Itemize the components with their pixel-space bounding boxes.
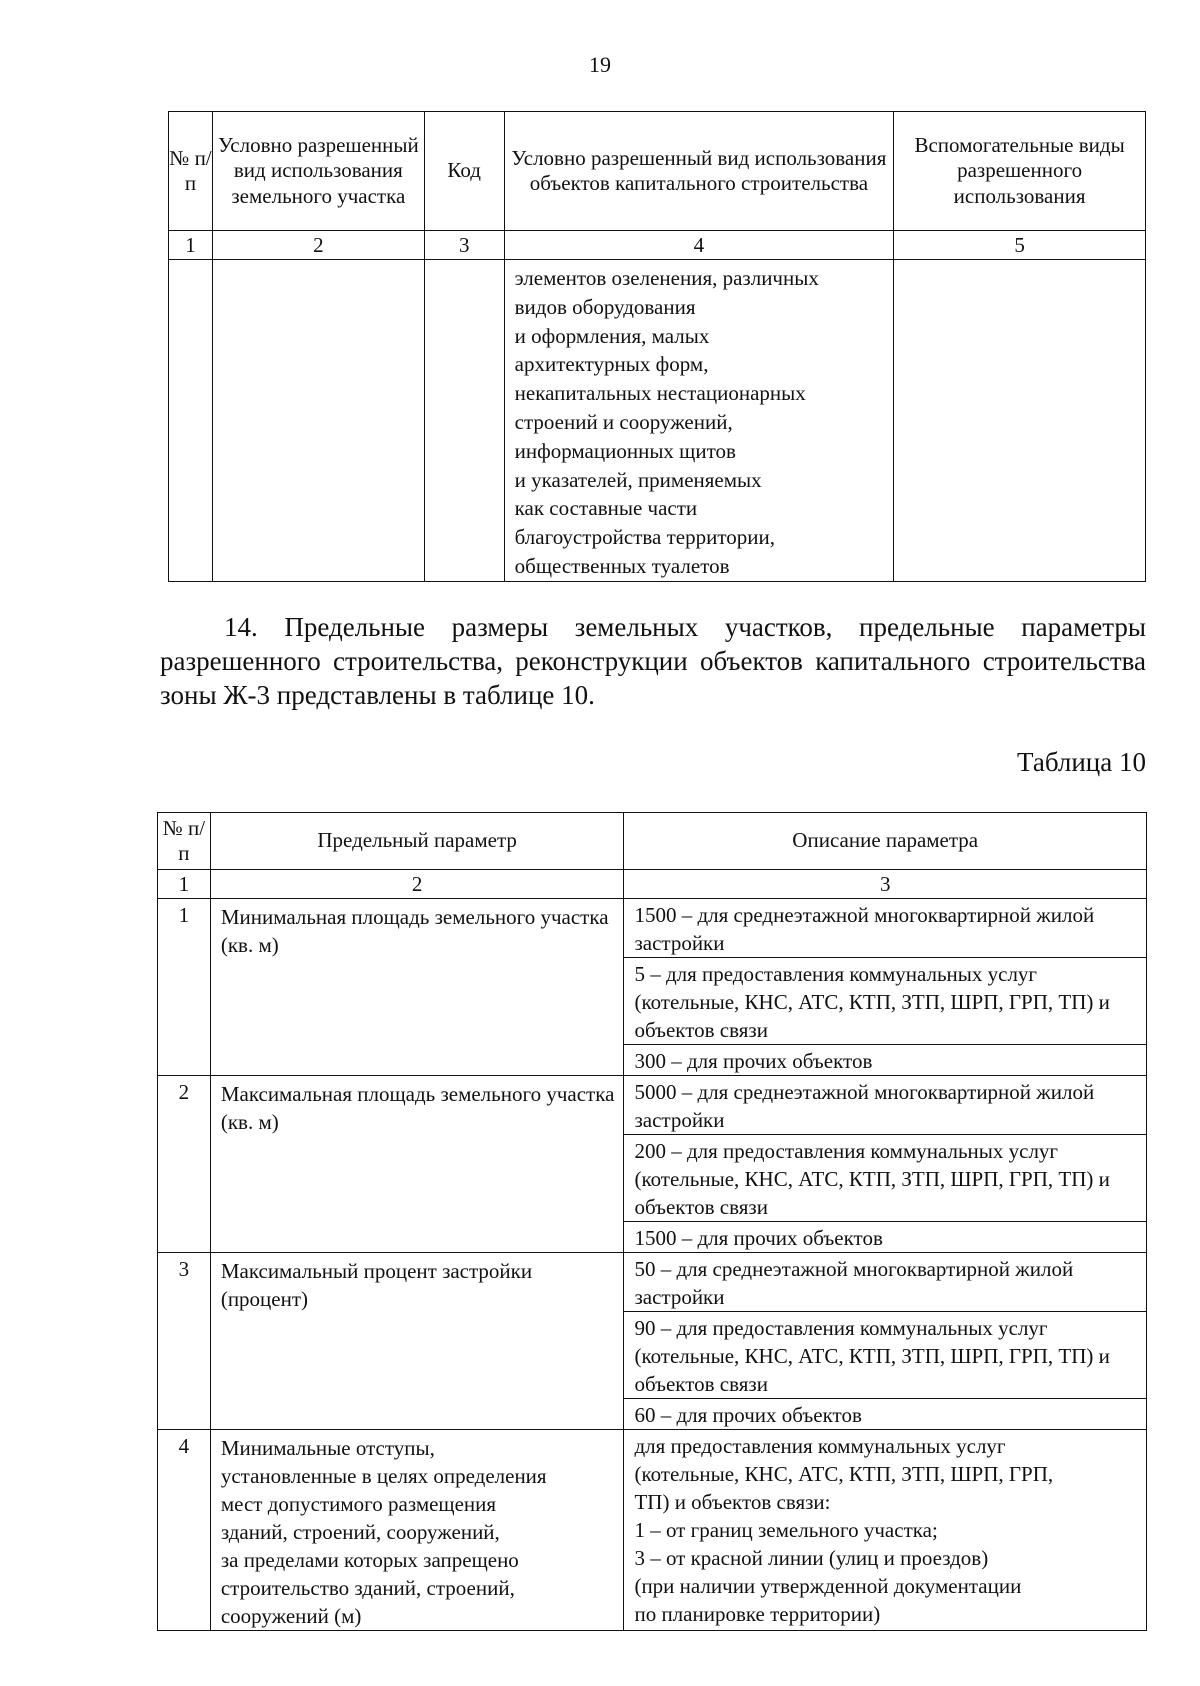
table-header-row bbox=[169, 112, 1146, 231]
text-line: ТП) и объектов связи: bbox=[634, 1490, 831, 1514]
row-value: 200 – для предоставления коммунальных услуг (котельные, КНС, АТС, КТП, ЗТП, ШРП, ГРП, ТП) и объектов связи bbox=[624, 1135, 1147, 1222]
row-num: 1 bbox=[158, 899, 211, 1076]
header-auxiliary: Вспомогательные виды разрешенного использования bbox=[894, 112, 1146, 231]
text-line: сооружений (м) bbox=[220, 1604, 362, 1628]
land-use-table-continuation bbox=[168, 111, 1146, 582]
row-param bbox=[210, 1430, 624, 1631]
column-number: 3 bbox=[624, 870, 1147, 899]
row-value: 50 – для среднеэтажной многоквартирной жилой застройки bbox=[624, 1253, 1147, 1312]
column-number: 5 bbox=[894, 231, 1146, 260]
text-line: общественных туалетов bbox=[514, 553, 730, 578]
text-line: за пределами которых запрещено bbox=[220, 1548, 519, 1572]
text-line: архитектурных форм, bbox=[514, 352, 709, 377]
table-caption: Таблица 10 bbox=[1017, 747, 1146, 777]
cell-capital-use bbox=[504, 260, 894, 582]
cell-land-use bbox=[212, 260, 424, 582]
row-value: 90 – для предоставления коммунальных услуг (котельные, КНС, АТС, КТП, ЗТП, ШРП, ГРП, ТП) и объектов связи bbox=[624, 1312, 1147, 1399]
text-line: и оформления, малых bbox=[514, 323, 710, 348]
text-line: 1 – от границ земельного участка; bbox=[634, 1518, 938, 1542]
header-land-use: Условно разрешенный вид использования земельного участка bbox=[212, 112, 424, 231]
row-param: Минимальная площадь земельного участка (кв. м) bbox=[210, 899, 624, 1076]
row-num: 2 bbox=[158, 1076, 211, 1253]
row-param: Максимальный процент застройки (процент) bbox=[210, 1253, 624, 1430]
row-num: 3 bbox=[158, 1253, 211, 1430]
body-paragraph: 14. Предельные размеры земельных участков, предельные параметры разрешенного строительства, реконструкции объектов капитального строительства зоны Ж-3 представлены в таблице 10. bbox=[160, 612, 1146, 710]
text-line: (при наличии утвержденной документации bbox=[634, 1574, 1022, 1598]
header-param: Предельный параметр bbox=[210, 813, 624, 870]
table-row bbox=[158, 1253, 1147, 1312]
column-number: 2 bbox=[212, 231, 424, 260]
row-num: 4 bbox=[158, 1430, 211, 1631]
row-value: 1500 – для среднеэтажной многоквартирной жилой застройки bbox=[624, 899, 1147, 958]
table-header-row bbox=[158, 813, 1147, 870]
column-number: 1 bbox=[158, 870, 211, 899]
column-number: 4 bbox=[504, 231, 894, 260]
header-num: № п/п bbox=[169, 112, 213, 231]
text-line: установленные в целях определения bbox=[220, 1464, 547, 1488]
row-value bbox=[624, 1430, 1147, 1631]
text-line: строений и сооружений, bbox=[514, 409, 733, 434]
text-line: некапитальных нестационарных bbox=[514, 381, 806, 406]
text-line: зданий, строений, сооружений, bbox=[220, 1520, 500, 1544]
table-row bbox=[169, 260, 1146, 582]
text-line: для предоставления коммунальных услуг bbox=[634, 1434, 1006, 1458]
text-line: как составные части bbox=[514, 496, 698, 521]
column-number: 1 bbox=[169, 231, 213, 260]
column-number-row bbox=[169, 231, 1146, 260]
row-value: 5000 – для среднеэтажной многоквартирной жилой застройки bbox=[624, 1076, 1147, 1135]
cell-auxiliary bbox=[894, 260, 1146, 582]
header-capital-use: Условно разрешенный вид использования объектов капитального строительства bbox=[504, 112, 894, 231]
column-number: 3 bbox=[424, 231, 504, 260]
text-line: и указателей, применяемых bbox=[514, 467, 762, 492]
row-value: 60 – для прочих объектов bbox=[624, 1399, 1147, 1430]
table-row bbox=[158, 899, 1147, 958]
header-num: № п/п bbox=[158, 813, 211, 870]
text-line: строительство зданий, строений, bbox=[220, 1576, 515, 1600]
column-number-row bbox=[158, 870, 1147, 899]
text-line: (котельные, КНС, АТС, КТП, ЗТП, ШРП, ГРП, bbox=[634, 1462, 1054, 1486]
table-row bbox=[158, 1076, 1147, 1135]
text-line: 3 – от красной линии (улиц и проездов) bbox=[634, 1546, 989, 1570]
text-line: элементов озеленения, различных bbox=[514, 266, 819, 290]
header-code: Код bbox=[424, 112, 504, 231]
cell-num bbox=[169, 260, 213, 582]
page-number: 19 bbox=[589, 52, 611, 77]
text-line: информационных щитов bbox=[514, 438, 736, 463]
row-value: 300 – для прочих объектов bbox=[624, 1045, 1147, 1076]
row-param: Максимальная площадь земельного участка (кв. м) bbox=[210, 1076, 624, 1253]
text-line: Минимальные отступы, bbox=[220, 1436, 435, 1460]
text-line: мест допустимого размещения bbox=[220, 1492, 497, 1516]
header-desc: Описание параметра bbox=[624, 813, 1147, 870]
text-line: по планировке территории) bbox=[634, 1602, 881, 1626]
column-number: 2 bbox=[210, 870, 624, 899]
row-value: 5 – для предоставления коммунальных услуг (котельные, КНС, АТС, КТП, ЗТП, ШРП, ГРП, ТП) и объектов связи bbox=[624, 958, 1147, 1045]
row-value: 1500 – для прочих объектов bbox=[624, 1222, 1147, 1253]
table-10 bbox=[157, 812, 1147, 1631]
text-line: благоустройства территории, bbox=[514, 525, 775, 550]
cell-code bbox=[424, 260, 504, 582]
table-row bbox=[158, 1430, 1147, 1631]
text-line: видов оборудования bbox=[514, 294, 696, 319]
